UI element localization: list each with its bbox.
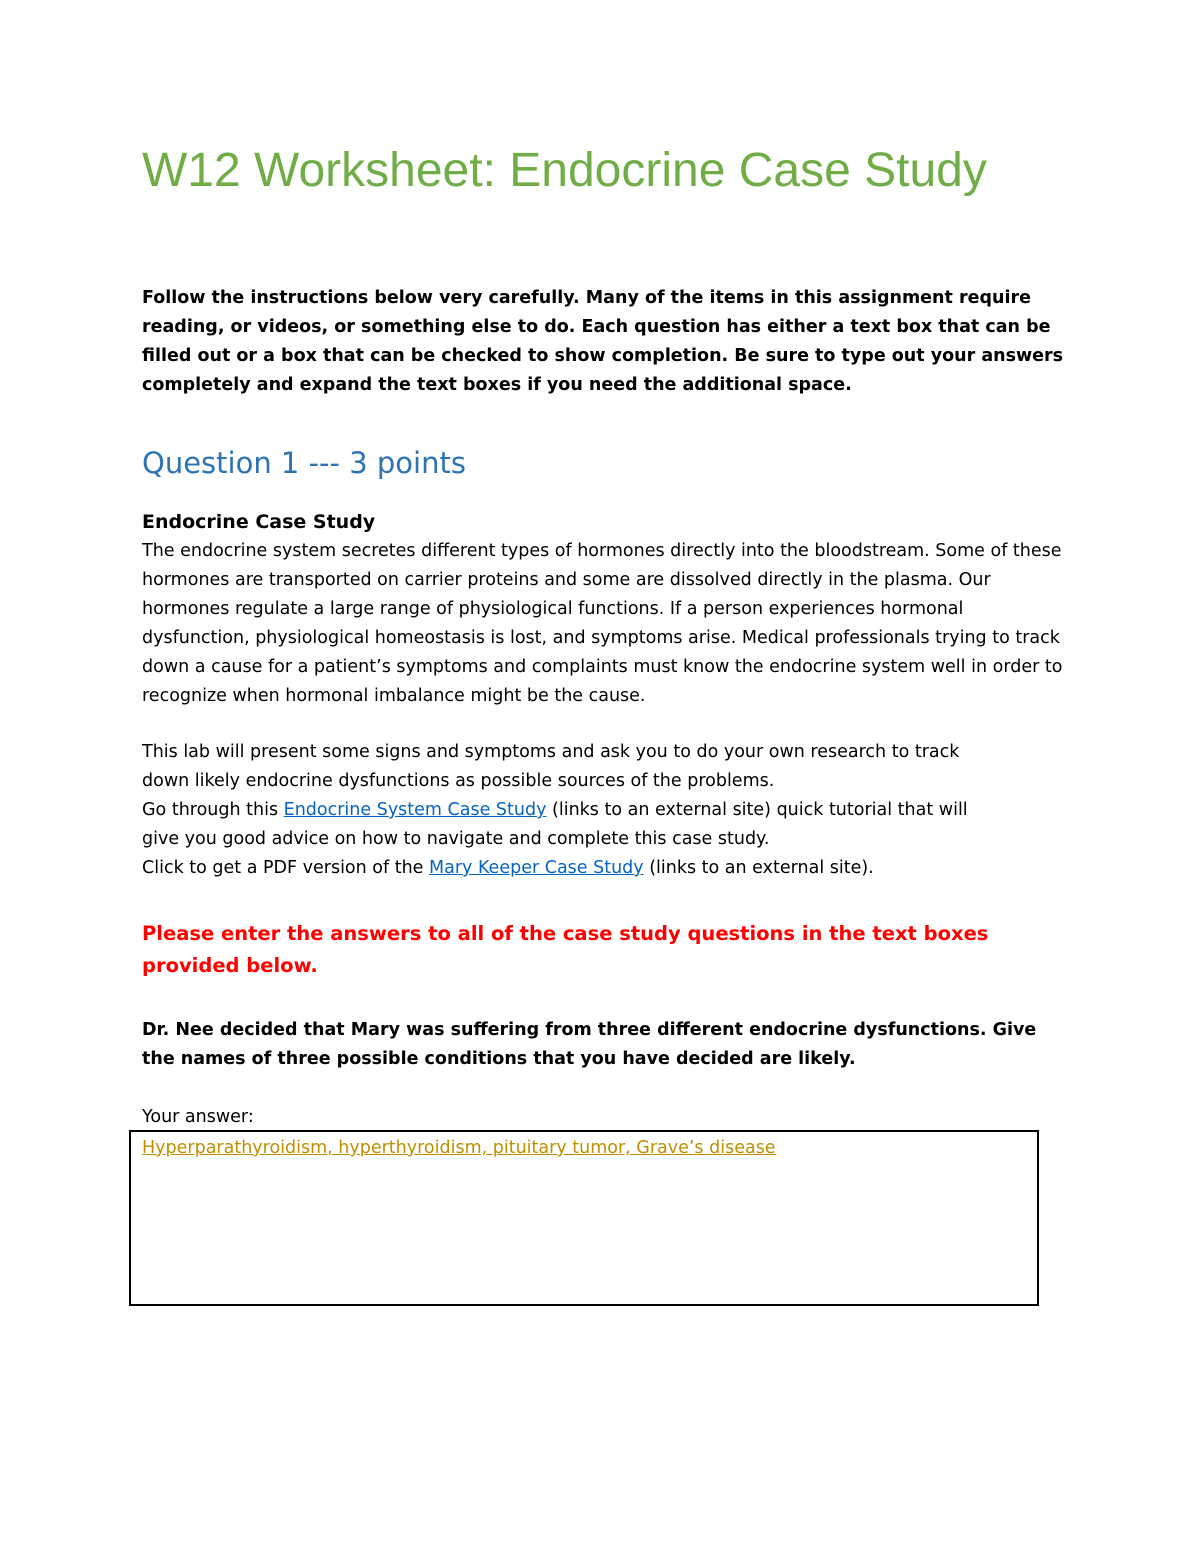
page-title: W12 Worksheet: Endocrine Case Study — [142, 144, 987, 197]
answer-label: Your answer: — [142, 1107, 254, 1127]
tutorial-text-after: (links to an external site) quick tutorial that will — [546, 800, 968, 820]
tutorial-text-before: Go through this — [142, 800, 284, 820]
answer-text-box[interactable] — [129, 1130, 1039, 1306]
lab-line: This lab will present some signs and symptoms and ask you to do your own research to track — [142, 742, 960, 762]
lab-instructions — [142, 738, 1072, 883]
mary-keeper-case-study-link[interactable]: Mary Keeper Case Study — [429, 858, 644, 878]
question-text: Dr. Nee decided that Mary was suffering from three different endocrine dysfunctions. Give the names of three possible conditions that you have decided are likely. — [142, 1020, 1037, 1069]
answer-notice: Please enter the answers to all of the case study questions in the text boxes provided below. — [142, 922, 989, 977]
tutorial-line — [142, 796, 1072, 825]
endocrine-case-study-link[interactable]: Endocrine System Case Study — [283, 800, 547, 820]
case-study-heading: Endocrine Case Study — [142, 511, 376, 533]
lab-line: down likely endocrine dysfunctions as possible sources of the problems. — [142, 771, 775, 791]
pdf-line — [142, 854, 1072, 883]
pdf-text-before: Click to get a PDF version of the — [142, 858, 430, 878]
question-heading: Question 1 --- 3 points — [142, 446, 466, 480]
instructions-paragraph: Follow the instructions below very carefully. Many of the items in this assignment require reading, or videos, or something else to do. Each question has either a text box that can be filled out or a box that can be checked to show completion. Be sure to type out your answers completely and expand the text boxes if you need the additional space. — [142, 288, 1064, 395]
answer-value: Hyperparathyroidism, hyperthyroidism, pituitary tumor, Grave’s disease — [142, 1138, 776, 1158]
tutorial-line-2: give you good advice on how to navigate and complete this case study. — [142, 829, 770, 849]
case-study-paragraph: The endocrine system secretes different types of hormones directly into the bloodstream. Some of these hormones are transported on carrier proteins and some are dissolved directly in the plasma. Our hormones regulate a large range of physiological functions. If a person experiences hormonal dysfunction, physiological homeostasis is lost, and symptoms arise. Medical professionals trying to track down a cause for a patient’s symptoms and complaints must know the endocrine system well in order to recognize when hormonal imbalance might be the cause. — [142, 541, 1063, 706]
pdf-text-after: (links to an external site). — [643, 858, 874, 878]
